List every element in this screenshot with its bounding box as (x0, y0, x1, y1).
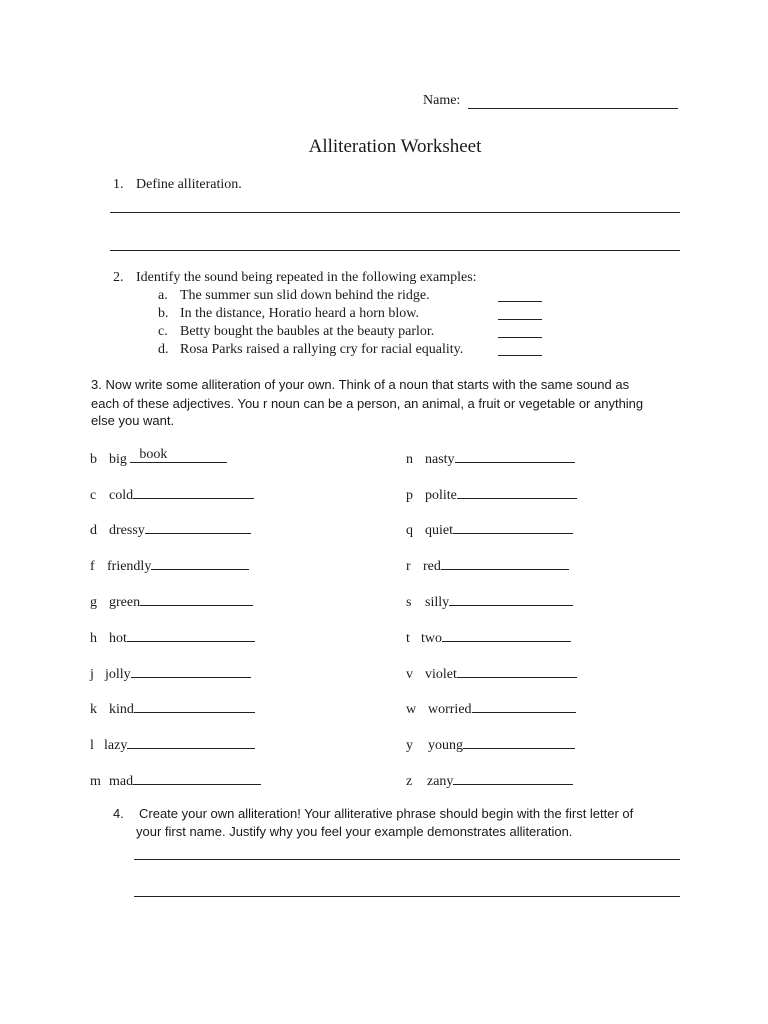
q1-answer-line-2[interactable] (110, 250, 680, 251)
q3-word-letter: l (90, 738, 94, 753)
q3-word: zany (427, 774, 454, 789)
q1-answer-line-1[interactable] (110, 212, 680, 213)
q3-word-row (90, 699, 255, 718)
q3-instructions-line-2: each of these adjectives. You r noun can be a person, an animal, a fruit or vegetable or anything (91, 396, 644, 411)
q3-word-row (406, 735, 575, 754)
q3-word-letter: k (90, 702, 97, 717)
q3-word-letter: q (406, 523, 413, 538)
q3-word-letter: c (90, 488, 97, 503)
q3-word: nasty (425, 452, 455, 467)
q3-answer-blank[interactable] (133, 771, 261, 785)
q3-word-letter: p (406, 488, 413, 503)
q3-answer-blank[interactable] (127, 735, 255, 749)
q3-answer-blank[interactable] (457, 485, 577, 499)
q3-word: cold (109, 488, 134, 503)
q3-answer-blank[interactable] (134, 699, 255, 713)
q3-answer-blank[interactable] (151, 556, 249, 570)
q3-word-row (406, 771, 573, 790)
q2-number: 2. (113, 270, 124, 285)
q3-word: worried (428, 702, 472, 717)
q4-number: 4. (113, 806, 124, 821)
q2-item (158, 342, 463, 360)
q3-word: two (421, 631, 442, 646)
q3-word: red (423, 559, 441, 574)
q3-word-row (90, 628, 255, 647)
q3-answer-blank[interactable] (463, 735, 575, 749)
q1-number: 1. (113, 177, 124, 192)
q3-instructions-line-3: else you want. (91, 413, 175, 428)
q3-answer-blank[interactable] (131, 664, 251, 678)
q2-answer-blank[interactable] (498, 342, 542, 356)
q3-word: hot (109, 631, 127, 646)
q3-word-letter: j (90, 667, 94, 682)
q3-word: polite (425, 488, 457, 503)
q3-word-row (90, 735, 255, 754)
q3-word: friendly (107, 559, 152, 574)
q3-word-row (90, 771, 261, 790)
q3-example-answer: book (139, 447, 168, 462)
q4-answer-line-2[interactable] (134, 896, 680, 897)
q3-word-letter: v (406, 667, 413, 682)
q3-word-row (406, 449, 575, 468)
q3-word-row (406, 485, 577, 504)
page-title: Alliteration Worksheet (308, 136, 482, 157)
q3-word: young (428, 738, 463, 753)
name-field-line[interactable] (468, 108, 678, 109)
q1-prompt: Define alliteration. (136, 177, 242, 192)
q3-word-row (90, 485, 254, 504)
q3-word-letter: r (406, 559, 411, 574)
q3-word-letter: n (406, 452, 413, 467)
q3-word-letter: d (90, 523, 97, 538)
q3-answer-blank[interactable] (140, 592, 253, 606)
q3-word-row (90, 592, 253, 611)
q3-word-letter: t (406, 631, 410, 646)
q3-answer-blank[interactable] (455, 449, 575, 463)
q4-answer-line-1[interactable] (134, 859, 680, 860)
q2-answer-blank[interactable] (498, 288, 542, 302)
q3-word-row (406, 520, 573, 539)
q3-word: kind (109, 702, 134, 717)
q2-item (158, 288, 430, 306)
q3-instructions-line-1: 3. Now write some alliteration of your own. Think of a noun that starts with the same sound as (91, 377, 630, 392)
q4-prompt-line-2: your first name. Justify why you feel your example demonstrates alliteration. (136, 824, 573, 839)
q3-word-row (90, 520, 251, 539)
q3-word: jolly (105, 667, 131, 682)
q2-item-letter: d. (158, 342, 169, 357)
q3-answer-blank[interactable] (472, 699, 576, 713)
q2-item-letter: c. (158, 324, 168, 339)
name-label: Name: (423, 93, 461, 108)
q2-item-text: Betty bought the baubles at the beauty parlor. (180, 324, 435, 339)
q3-word-row (90, 556, 249, 575)
q3-word-row (406, 556, 569, 575)
q3-answer-blank[interactable] (133, 485, 254, 499)
q3-word-letter: z (406, 774, 413, 789)
q3-word-letter: w (406, 702, 417, 717)
q3-word-letter: g (90, 595, 97, 610)
q2-item (158, 306, 419, 324)
q2-answer-blank[interactable] (498, 306, 542, 320)
q3-answer-blank[interactable] (127, 628, 255, 642)
q3-word-row (406, 628, 571, 647)
q3-word: green (109, 595, 141, 610)
q2-item-text: Rosa Parks raised a rallying cry for racial equality. (180, 342, 464, 357)
q3-answer-blank[interactable] (442, 628, 571, 642)
q2-item (158, 324, 434, 342)
q3-word: silly (425, 595, 450, 610)
q3-answer-blank[interactable] (145, 520, 251, 534)
q3-word: big (109, 452, 127, 467)
q2-item-text: In the distance, Horatio heard a horn blow. (180, 306, 419, 321)
q3-word-letter: s (406, 595, 412, 610)
q2-item-letter: a. (158, 288, 168, 303)
q3-answer-blank[interactable] (130, 449, 227, 463)
q3-word-row (406, 664, 577, 683)
q3-word-letter: y (406, 738, 413, 753)
q3-answer-blank[interactable] (453, 771, 573, 785)
q3-word-row (90, 664, 251, 683)
q3-answer-blank[interactable] (457, 664, 577, 678)
q2-item-text: The summer sun slid down behind the ridge. (180, 288, 430, 303)
q2-answer-blank[interactable] (498, 324, 542, 338)
q3-answer-blank[interactable] (453, 520, 573, 534)
q2-prompt: Identify the sound being repeated in the following examples: (136, 270, 477, 285)
q3-word: lazy (104, 738, 128, 753)
q3-word: mad (109, 774, 134, 789)
q2-item-letter: b. (158, 306, 169, 321)
q3-word-row (406, 592, 573, 611)
q3-answer-blank[interactable] (441, 556, 569, 570)
q3-answer-blank[interactable] (449, 592, 573, 606)
q3-word-letter: f (90, 559, 95, 574)
q3-word-row (90, 449, 227, 468)
q3-word: dressy (109, 523, 145, 538)
q3-word-letter: h (90, 631, 97, 646)
q3-word-row (406, 699, 576, 718)
q3-word: violet (425, 667, 457, 682)
q3-word-letter: m (90, 774, 101, 789)
q3-word: quiet (425, 523, 453, 538)
q4-prompt-line-1: Create your own alliteration! Your alliterative phrase should begin with the first letter of (139, 806, 634, 821)
q3-word-letter: b (90, 452, 97, 467)
